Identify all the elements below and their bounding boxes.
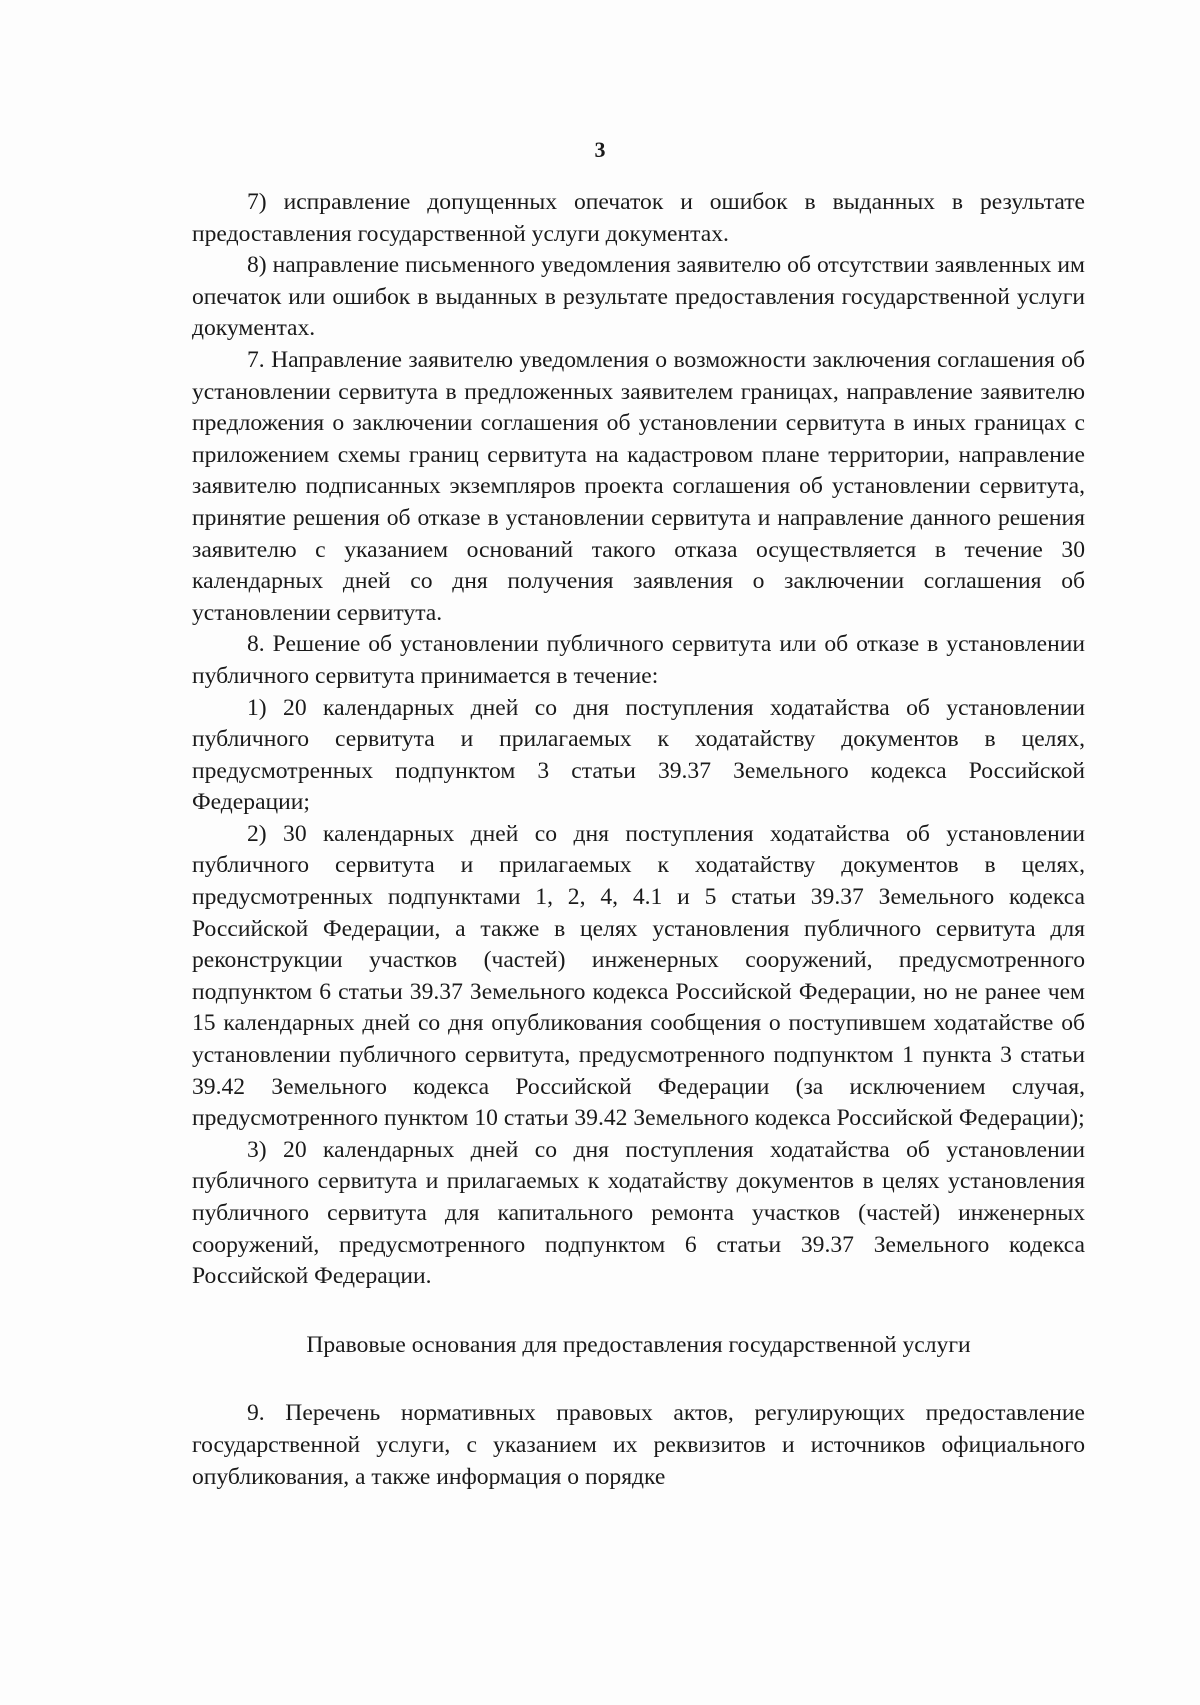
paragraph-item-8-notification: 8) направление письменного уведомления заявителю об отсутствии заявленных им опечаток или ошибок в выданных в результате предоставления государственной услуги документах. (192, 252, 1085, 342)
paragraph-8-sub-2: 2) 30 календарных дней со дня поступления ходатайства об установлении публичного сервитута и прилагаемых к ходатайству документов в целях, предусмотренных подпунктами 1, 2, 4, 4.1 и 5 статьи 39.37 Земельного кодекса Российской Федерации, а также в целях установления публичного сервитута для реконструкции участков (частей) инженерных сооружений, предусмотренного подпунктом 6 статьи 39.37 Земельного кодекса Российской Федерации, но не ранее чем 15 календарных дней со дня опубликования сообщения о поступившем ходатайстве об установлении публичного сервитута, предусмотренного подпунктом 1 пункта 3 статьи 39.42 Земельного кодекса Российской Федерации (за исключением случая, предусмотренного пунктом 10 статьи 39.42 Земельного кодекса Российской Федерации); (192, 820, 1085, 1132)
page-number: 3 (594, 137, 606, 162)
document-body (192, 187, 1085, 1493)
paragraph-8-sub-3: 3) 20 календарных дней со дня поступления ходатайства об установлении публичного сервитута и прилагаемых к ходатайству документов в целях установления публичного сервитута для капитального ремонта участков (частей) инженерных сооружений, предусмотренного подпунктом 6 статьи 39.37 Земельного кодекса Российской Федерации. (192, 1136, 1085, 1290)
section-heading-legal-basis: Правовые основания для предоставления государственной услуги (306, 1331, 971, 1358)
paragraph-9-legal-acts: 9. Перечень нормативных правовых актов, регулирующих предоставление государственной услуги, с указанием их реквизитов и источников официального опубликования, а также информация о порядке (192, 1400, 1085, 1490)
paragraph-8-public-servitude-decision: 8. Решение об установлении публичного сервитута или об отказе в установлении публичного сервитута принимается в течение: (192, 631, 1085, 689)
paragraph-7-servitude-agreement: 7. Направление заявителю уведомления о возможности заключения соглашения об установлении сервитута в предложенных заявителем границах, направление заявителю предложения о заключении соглашения об установлении сервитута в иных границах с приложением схемы границ сервитута на кадастровом плане территории, направление заявителю подписанных экземпляров проекта соглашения об установлении сервитута, принятие решения об отказе в установлении сервитута и направление данного решения заявителю с указанием оснований такого отказа осуществляется в течение 30 календарных дней со дня получения заявления о заключении соглашения об установлении сервитута. (192, 346, 1085, 626)
paragraph-8-sub-1: 1) 20 календарных дней со дня поступления ходатайства об установлении публичного сервитута и прилагаемых к ходатайству документов в целях, предусмотренных подпунктом 3 статьи 39.37 Земельного кодекса Российской Федерации; (192, 694, 1085, 816)
paragraph-item-7-correction: 7) исправление допущенных опечаток и ошибок в выданных в результате предоставления государственной услуги документах. (192, 189, 1085, 247)
